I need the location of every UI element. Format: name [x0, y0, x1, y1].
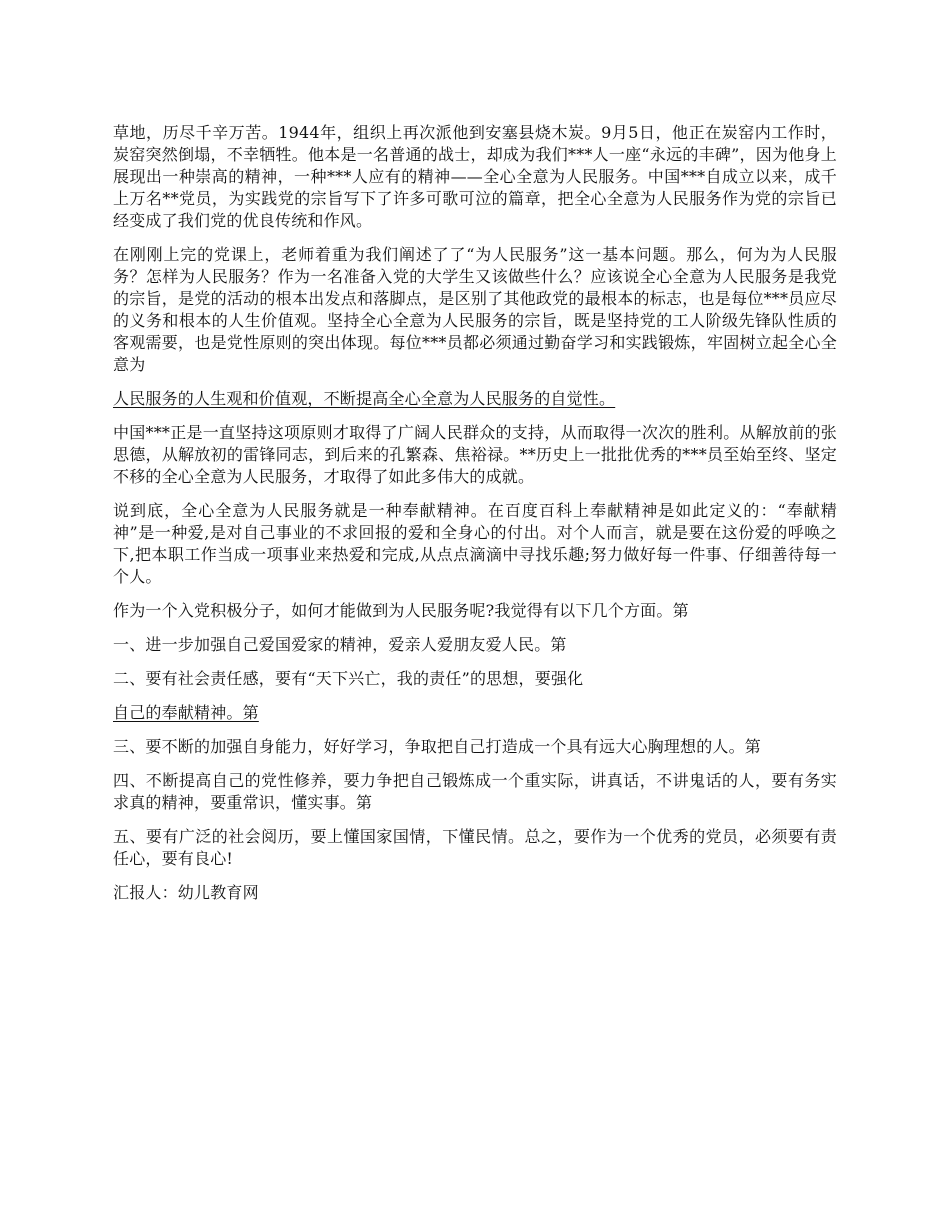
paragraph-point-four: 四、不断提高自己的党性修养，要力争把自己锻炼成一个重实际，讲真话，不讲鬼话的人，要有务实求真的精神，要重常识，懂实事。第 — [113, 771, 837, 812]
paragraph-history: 中国***正是一直坚持这项原则才取得了广阔人民群众的支持，从而取得一次次的胜利。从解放前的张思德，从解放初的雷锋同志，到后来的孔繁森、焦裕禄。**历史上一批批优秀的***员至始至终、坚定不移的全心全意为人民服务，才取得了如此多伟大的成就。 — [113, 423, 837, 486]
paragraph-point-two: 二、要有社会责任感，要有“天下兴亡，我的责任”的思想，要强化 — [113, 669, 584, 688]
document-page — [113, 122, 837, 916]
paragraph-dedication: 说到底，全心全意为人民服务就是一种奉献精神。在百度百科上奉献精神是如此定义的：“奉献精神”是一种爱,是对自己事业的不求回报的爱和全身心的付出。对个人而言，就是要在这份爱的呼唤之下,把本职工作当成一项事业来热爱和完成,从点点滴滴中寻找乐趣;努力做好每一件事、仔细善待每一个人。 — [113, 501, 837, 586]
paragraph-story: 草地，历尽千辛万苦。1944年，组织上再次派他到安塞县烧木炭。9月5日，他正在炭窑内工作时，炭窑突然倒塌，不幸牺牲。他本是一名普通的战士，却成为我们***人一座“永远的丰碑”，因为他身上展现出一种崇高的精神，一种***人应有的精神——全心全意为人民服务。中国***自成立以来，成千上万名**党员，为实践党的宗旨写下了许多可歌可泣的篇章，把全心全意为人民服务作为党的宗旨已经变成了我们党的优良传统和作风。 — [113, 123, 837, 230]
paragraph-how-to-serve: 作为一个入党积极分子，如何才能做到为人民服务呢?我觉得有以下几个方面。第 — [113, 601, 689, 620]
paragraph-point-five: 五、要有广泛的社会阅历，要上懂国家国情，下懂民情。总之，要作为一个优秀的党员，必须要有责任心，要有良心! — [113, 827, 837, 868]
paragraph-party-lecture: 在刚刚上完的党课上，老师着重为我们阐述了了“为人民服务”这一基本问题。那么，何为为人民服务？怎样为人民服务？作为一名准备入党的大学生又该做些什么？应该说全心全意为人民服务是我党的宗旨，是党的活动的根本出发点和落脚点，是区别了其他政党的最根本的标志，也是每位***员应尽的义务和根本的人生价值观。坚持全心全意为人民服务的宗旨，既是坚持党的工人阶级先锋队性质的客观需要，也是党性原则的突出体现。每位***员都必须通过勤奋学习和实践锻炼，牢固树立起全心全意为 — [113, 245, 837, 374]
paragraph-point-three: 三、要不断的加强自身能力，好好学习，争取把自己打造成一个具有远大心胸理想的人。第 — [113, 737, 762, 756]
paragraph-underlined-values: 人民服务的人生观和价值观，不断提高全心全意为人民服务的自觉性。 — [113, 389, 616, 408]
paragraph-reporter: 汇报人：幼儿教育网 — [113, 883, 259, 902]
paragraph-underlined-dedication: 自己的奉献精神。第 — [113, 703, 259, 722]
paragraph-point-one: 一、进一步加强自己爱国爱家的精神，爱亲人爱朋友爱人民。第 — [113, 635, 567, 654]
